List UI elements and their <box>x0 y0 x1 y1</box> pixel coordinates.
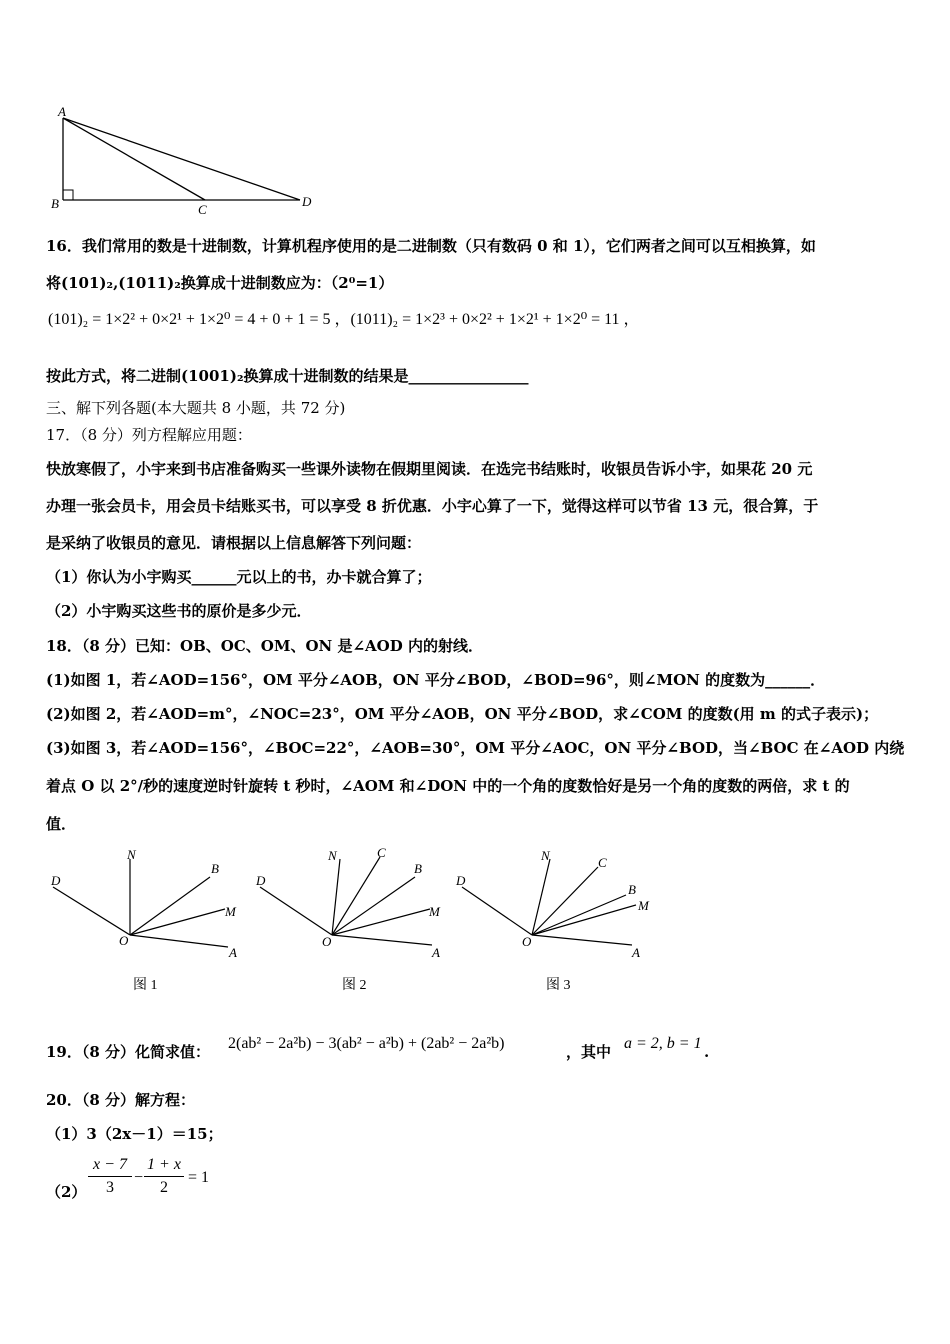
q18-sub3-line3: 值． <box>46 815 77 833</box>
q16-line3: 按此方式，将二进制(1001)₂换算成十进制数的结果是________________ <box>46 367 529 385</box>
f2-label-c: C <box>377 845 386 860</box>
f3-label-n: N <box>541 848 550 863</box>
ray-ob <box>332 877 415 935</box>
ray-od <box>53 887 130 935</box>
label-a: A <box>58 104 66 119</box>
q19-expression: 2(ab² − 2a²b) − 3(ab² − a²b) + (2ab² − 2a²b) <box>228 1035 505 1052</box>
f2-label-n: N <box>328 848 337 863</box>
triangle-figure <box>50 104 320 218</box>
angle-figure-3 <box>452 845 662 965</box>
ray-od <box>462 887 532 935</box>
q18-sub1: (1)如图 1，若∠AOD=156°，OM 平分∠AOB，ON 平分∠BOD，∠BOD=96°，则∠MON 的度数为______． <box>46 671 826 689</box>
f1-label-o: O <box>119 933 129 948</box>
q18-sub2: (2)如图 2，若∠AOD=m°，∠NOC=23°，OM 平分∠AOB，ON 平分∠BOD，求∠COM 的度数(用 m 的式子表示)； <box>46 705 879 723</box>
q19-end: . <box>704 1043 710 1061</box>
right-angle-mark <box>63 190 73 200</box>
f3-label-o: O <box>522 934 532 949</box>
q16-line2: 将(101)₂,(1011)₂换算成十进制数应为：（2⁰=1） <box>46 274 394 292</box>
fig3-caption: 图 3 <box>546 978 571 993</box>
fig2-caption: 图 2 <box>342 978 367 993</box>
f3-label-a: A <box>632 945 640 960</box>
f1-label-n: N <box>127 847 136 862</box>
label-d: D <box>302 194 312 209</box>
q17-para3: 是采纳了收银员的意见．请根据以上信息解答下列问题： <box>46 534 422 552</box>
f2-label-b: B <box>414 861 422 876</box>
q20-sub1: （1）3（2x－1）＝15； <box>46 1125 223 1143</box>
ray-ob <box>532 895 626 935</box>
f3-label-c: C <box>598 855 607 870</box>
q19-condition: a = 2, b = 1 <box>624 1035 702 1052</box>
f3-label-d: D <box>456 873 466 888</box>
ray-om <box>532 905 636 935</box>
f2-label-m: M <box>429 904 440 919</box>
q20-minus: − <box>134 1169 144 1186</box>
q20-fraction-2 <box>144 1154 184 1199</box>
label-b: B <box>51 196 59 211</box>
q20-numerator-2: 1 + x <box>144 1154 184 1177</box>
q20-equals: = 1 <box>188 1169 210 1186</box>
f2-label-d: D <box>256 873 266 888</box>
ray-oc <box>532 867 598 935</box>
ray-oa <box>130 935 228 947</box>
q18-sub3-line2: 着点 O 以 2°/秒的速度逆时针旋转 t 秒时，∠AOM 和∠DON 中的一个角的度数恰好是另一个角的度数的两倍，求 t 的 <box>46 777 850 795</box>
angle-figure-1 <box>45 845 255 965</box>
q20-fraction-1 <box>88 1154 132 1199</box>
ray-ob <box>130 877 210 935</box>
ray-om <box>332 909 430 935</box>
q17-sub1: （1）你认为小宇购买______元以上的书，办卡就合算了； <box>46 568 432 586</box>
segment-ad <box>63 118 300 200</box>
ray-oa <box>532 935 632 945</box>
q20-numerator-1: x − 7 <box>88 1154 132 1177</box>
q16-line1: 16．我们常用的数是十进制数，计算机程序使用的是二进制数（只有数码 0 和 1），它们两者之间可以互相换算，如 <box>46 237 816 255</box>
angle-figure-2 <box>252 845 462 965</box>
q18-title: 18．（8 分）已知：OB、OC、OM、ON 是∠AOD 内的射线． <box>46 637 483 655</box>
ray-od <box>260 887 332 935</box>
f3-label-m: M <box>638 898 649 913</box>
f2-label-o: O <box>322 934 332 949</box>
q18-sub3-line1: (3)如图 3，若∠AOD=156°，∠BOC=22°，∠AOB=30°，OM 平分∠AOC，ON 平分∠BOD，当∠BOC 在∠AOD 内绕 <box>46 739 905 757</box>
f1-label-d: D <box>51 873 61 888</box>
segment-ac <box>63 118 205 200</box>
q20-sub2-label: （2） <box>46 1183 87 1201</box>
f1-label-a: A <box>229 945 237 960</box>
f1-label-m: M <box>225 904 236 919</box>
ray-on <box>532 859 550 935</box>
q20-title: 20．（8 分）解方程： <box>46 1091 196 1109</box>
q20-denominator-2: 2 <box>160 1179 168 1196</box>
q17-para2: 办理一张会员卡，用会员卡结账买书，可以享受 8 折优惠．小宇心算了一下，觉得这样可以节省 13 元，很合算，于 <box>46 497 819 515</box>
q19-label: 19．（8 分）化简求值： <box>46 1043 211 1061</box>
f3-label-b: B <box>628 882 636 897</box>
q17-para1: 快放寒假了，小宇来到书店准备购买一些课外读物在假期里阅读．在选完书结账时，收银员告诉小宇，如果花 20 元 <box>46 460 813 478</box>
ray-oa <box>332 935 432 945</box>
label-c: C <box>198 202 207 217</box>
q17-title: 17．（8 分）列方程解应用题： <box>46 426 252 444</box>
q19-mid: ，其中 <box>566 1043 612 1061</box>
ray-om <box>130 909 225 935</box>
f2-label-a: A <box>432 945 440 960</box>
q16-formula: (101)₂ = 1×2² + 0×2¹ + 1×2⁰ = 4 + 0 + 1 = 5 ，(1011)₂ = 1×2³ + 0×2² + 1×2¹ + 1×2⁰ = 11 ， <box>48 311 640 328</box>
f1-label-b: B <box>211 861 219 876</box>
q17-sub2: （2）小宇购买这些书的原价是多少元． <box>46 602 312 620</box>
q20-denominator-1: 3 <box>106 1179 114 1196</box>
section-3-heading: 三、解下列各题(本大题共 8 小题，共 72 分) <box>46 399 346 417</box>
fig1-caption: 图 1 <box>133 978 158 993</box>
